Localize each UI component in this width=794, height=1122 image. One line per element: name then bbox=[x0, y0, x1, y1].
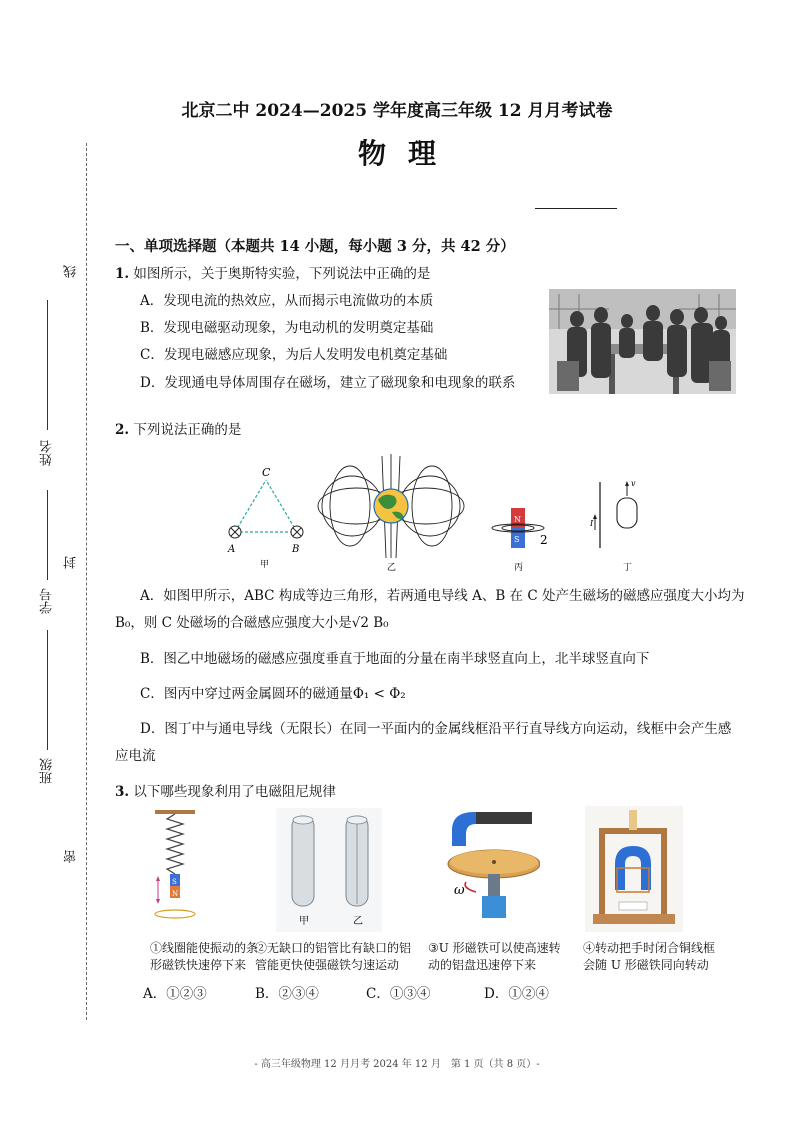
figure-label-ding: 丁 bbox=[623, 563, 633, 572]
question-stem: 以下哪些现象利用了电磁阻尼规律 bbox=[133, 784, 336, 800]
q1-option-d: D．发现通电导体周围存在磁场，建立了磁现象和电现象的联系 bbox=[140, 375, 516, 391]
q3-option-c: C．①③④ bbox=[366, 986, 431, 1002]
figure-bing-magnet-rings bbox=[484, 500, 554, 572]
caption-4-line2: 会随 U 形磁铁同向转动 bbox=[583, 958, 709, 972]
caption-1-line2: 形磁铁快速停下来 bbox=[150, 958, 247, 972]
caption-4 bbox=[583, 940, 715, 974]
figure-spring-magnet-coil bbox=[143, 806, 207, 932]
label-s: S bbox=[172, 878, 177, 886]
figure-copper-frame-handle bbox=[585, 806, 683, 932]
question-number: 2. bbox=[115, 422, 130, 438]
label-n: N bbox=[514, 515, 521, 524]
caption-3 bbox=[428, 940, 561, 974]
question-stem: 下列说法正确的是 bbox=[133, 422, 242, 438]
number-blank bbox=[47, 490, 48, 580]
q2-option-d-line2: 应电流 bbox=[115, 748, 156, 764]
question-stem: 如图所示，关于奥斯特实验，下列说法中正确的是 bbox=[133, 266, 431, 282]
binding-label-class: 班级 bbox=[40, 758, 55, 784]
q3-option-a: A．①②③ bbox=[143, 986, 207, 1002]
question-3 bbox=[115, 782, 336, 802]
q2-option-a-line1: A．如图甲所示，ABC 构成等边三角形，若两通电导线 A、B 在 C 处产生磁场的磁感应强度大小均为 bbox=[140, 588, 745, 604]
caption-3-line1: ③U 形磁铁可以使高速转 bbox=[428, 941, 561, 955]
label-omega: ω bbox=[454, 883, 465, 898]
q2-option-a-line2: B₀，则 C 处磁场的合磁感应强度大小是√2 B₀ bbox=[115, 615, 389, 631]
q1-option-b: B．发现电磁驱动现象，为电动机的发明奠定基础 bbox=[140, 320, 434, 336]
binding-label-seal: 封 bbox=[64, 556, 79, 569]
oersted-experiment-illustration bbox=[549, 289, 736, 394]
binding-label-name: 姓名 bbox=[40, 440, 55, 466]
label-b: B bbox=[292, 544, 300, 555]
label-a: A bbox=[228, 544, 236, 555]
figure-yi-earth-field bbox=[312, 452, 470, 572]
caption-1 bbox=[150, 940, 258, 974]
binding-label-line: 线 bbox=[64, 265, 79, 278]
figure-label-jia: 甲 bbox=[260, 560, 270, 570]
caption-3-line2: 动的铝盘迅速停下来 bbox=[428, 958, 537, 972]
figure-jia-triangle bbox=[222, 462, 308, 570]
section-heading: 一、单项选择题（本题共 14 小题，每小题 3 分，共 42 分） bbox=[115, 238, 515, 255]
question-number: 3. bbox=[115, 784, 130, 800]
caption-4-line1: ④转动把手时闭合铜线框 bbox=[583, 941, 716, 955]
figure-label-yi: 乙 bbox=[387, 563, 397, 572]
q1-option-a: A．发现电流的热效应，从而揭示电流做功的本质 bbox=[140, 293, 434, 309]
score-underline bbox=[535, 208, 617, 209]
figure-label-bing: 丙 bbox=[514, 563, 524, 572]
figure-ding-wire-loop bbox=[590, 478, 650, 572]
binding-label-secret: 密 bbox=[64, 850, 79, 863]
page-footer: - 高三年级物理 12 月月考 2024 年 12 月 第 1 页（共 8 页）- bbox=[254, 1059, 540, 1070]
q3-option-d: D．①②④ bbox=[484, 986, 549, 1002]
figure-u-magnet-disc bbox=[432, 806, 540, 932]
binding-label-number: 学号 bbox=[40, 588, 55, 614]
caption-2-line1: ②无缺口的铝管比有缺口的铝 bbox=[255, 941, 412, 955]
exam-title: 北京二中 2024—2025 学年度高三年级 12 月月考试卷 bbox=[181, 101, 613, 121]
subject-title: 物理 bbox=[357, 137, 458, 170]
caption-1-line1: ①线圈能使振动的条 bbox=[150, 941, 259, 955]
label-i: I bbox=[590, 519, 594, 528]
q1-option-c: C．发现电磁感应现象，为后人发明发电机奠定基础 bbox=[140, 347, 448, 363]
tube-label-jia: 甲 bbox=[299, 916, 309, 927]
q2-option-b: B．图乙中地磁场的磁感应强度垂直于地面的分量在南半球竖直向上，北半球竖直向下 bbox=[140, 651, 650, 667]
caption-2-line2: 管能更快使强磁铁匀速运动 bbox=[255, 958, 400, 972]
label-s: S bbox=[514, 535, 520, 544]
label-n: N bbox=[172, 890, 179, 898]
class-blank bbox=[47, 630, 48, 750]
tube-label-yi: 乙 bbox=[353, 916, 363, 927]
label-c: C bbox=[262, 466, 271, 479]
question-1 bbox=[115, 264, 430, 284]
name-blank bbox=[47, 300, 48, 430]
question-2 bbox=[115, 420, 241, 440]
q3-option-b: B．②③④ bbox=[255, 986, 319, 1002]
q2-option-c: C．图丙中穿过两金属圆环的磁通量Φ₁ < Φ₂ bbox=[140, 686, 406, 702]
q2-option-d-line1: D．图丁中与通电导线（无限长）在同一平面内的金属线框沿平行直导线方向运动，线框中会产生感 bbox=[140, 721, 732, 737]
label-ring-2: 2 bbox=[540, 533, 548, 547]
figure-aluminium-tubes bbox=[276, 808, 382, 932]
caption-2 bbox=[255, 940, 411, 974]
binding-dashed-line bbox=[86, 143, 87, 1020]
label-v: v bbox=[631, 479, 636, 488]
question-number: 1. bbox=[115, 266, 130, 282]
